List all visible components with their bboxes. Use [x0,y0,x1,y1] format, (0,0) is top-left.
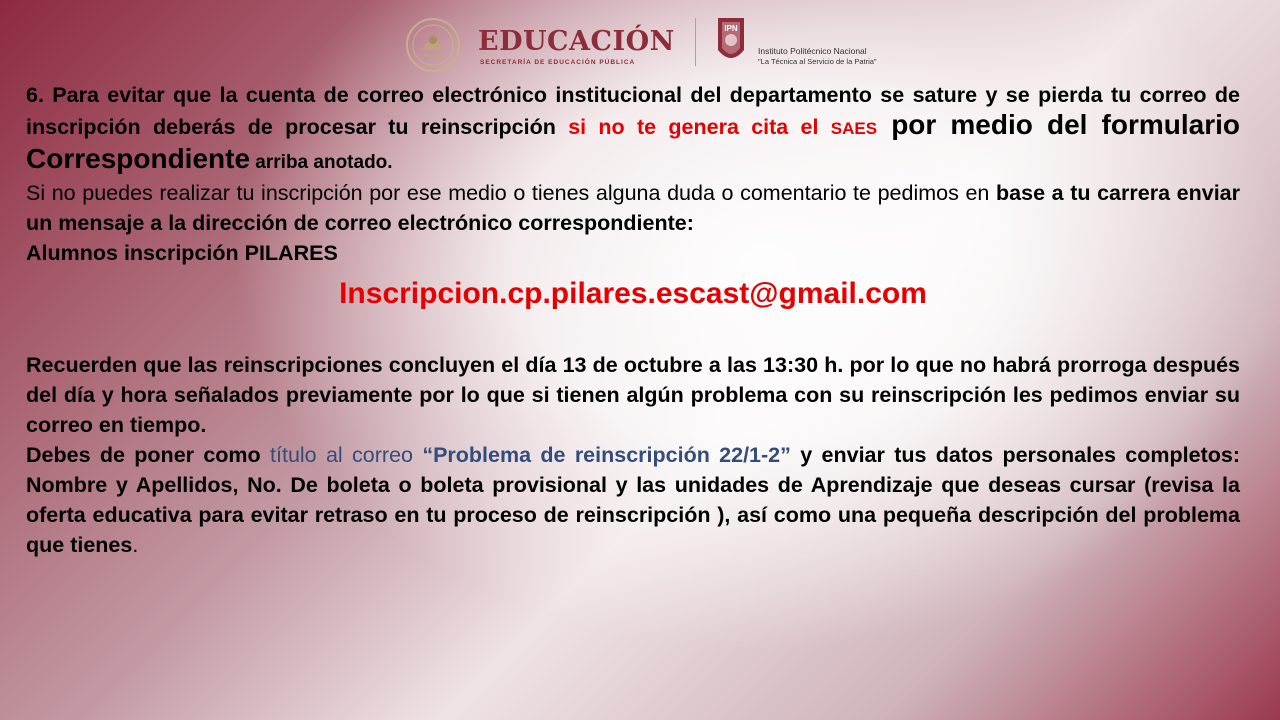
instructions-end-text: arriba anotado. [250,152,393,173]
subject-start-text: Debes de poner como [26,443,271,467]
paragraph-instructions [26,80,1240,178]
ipn-logo [714,16,748,66]
spacer [26,314,1240,350]
instructions-text: 6. Para evitar que la cuenta de correo electrónico institucional del departamento se sature y se pierda tu correo de inscripción deberás de procesar tu reinscripción [26,83,1240,139]
subject-period: . [132,533,139,557]
form-emphasis-text: por medio del formulario Correspondiente [26,109,1240,174]
mexico-coat-of-arms-logo [404,16,462,74]
education-title: EDUCACIÓN [478,26,675,57]
ipn-motto: "La Técnica al Servicio de la Patria" [758,57,877,66]
paragraph-deadline: Recuerden que las reinscripciones concluyen el día 13 de octubre a las 13:30 h. por lo que no habrá prorroga después del día y hora señalados previamente por lo que si tienen algún problema con su reinscripción les pedimos enviar su correo en tiempo. [26,353,1240,437]
contact-bold-text: base a tu carrera enviar un mensaje a la dirección de correo electrónico correspondiente: [26,181,1240,235]
paragraph-subject [26,440,1240,560]
contact-email: Inscripcion.cp.pilares.escast@gmail.com [339,277,927,310]
pilares-label: Alumnos inscripción PILARES [26,241,338,265]
subject-title-text: “Problema de reinscripción 22/1-2” [422,443,791,467]
education-subtitle: SECRETARÍA DE EDUCACIÓN PÚBLICA [480,59,636,66]
ipn-logo-text: IPN [724,24,738,33]
contact-text: Si no puedes realizar tu inscripción por ese medio o tienes alguna duda o comentario te pedimos en [26,181,997,205]
subject-rest-text: y enviar tus datos personales completos: Nombre y Apellidos, No. De boleta o boleta provisional y las unidades de Aprendizaje que deseas cursar (revisa la oferta educativa para evitar retraso en tu proceso de reinscripción ), así como una pequeña descripción del problema que tienes [26,443,1240,557]
ipn-name: Instituto Politécnico Nacional [758,46,867,56]
paragraph-contact [26,178,1240,238]
header-divider [695,18,696,66]
subject-blue-text: título al correo [270,443,423,467]
header [0,0,1280,80]
instructions-red-text: si no te genera cita el [568,115,831,139]
saes-label: SAES [830,119,878,138]
slide-content [26,80,1240,560]
